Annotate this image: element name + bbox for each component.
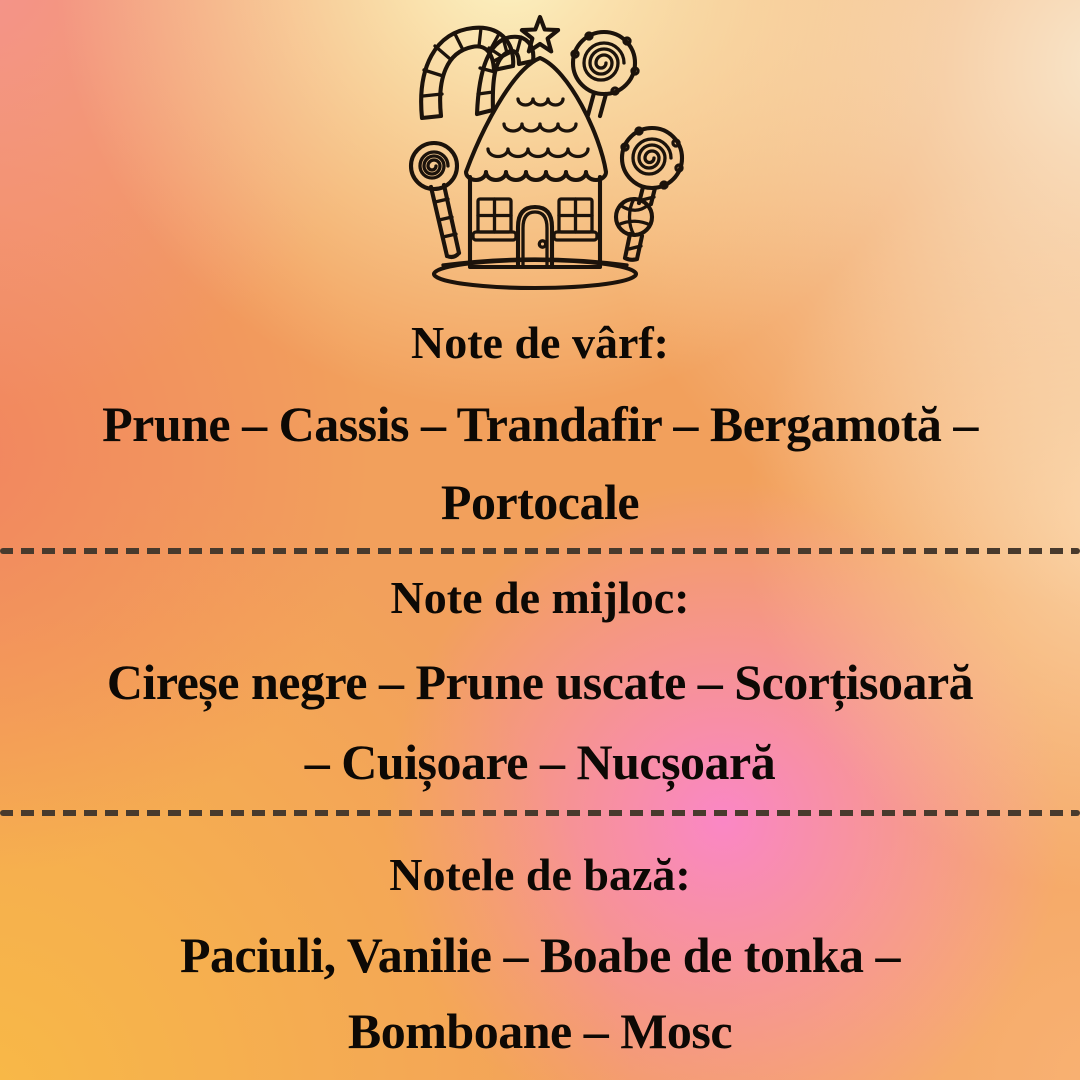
- roof-icon: [466, 58, 606, 180]
- base-notes-line-2: Bomboane – Mosc: [347, 1003, 733, 1059]
- wrapped-candy-icon: [616, 199, 652, 235]
- right-lollipop-icon: [622, 128, 682, 260]
- gingerbread-candy-house-illustration: [377, 6, 707, 306]
- top-notes-line-2: Portocale: [440, 474, 640, 530]
- candy-canes-icon: [421, 28, 533, 118]
- middle-notes-line-2: – Cuișoare – Nucșoară: [304, 734, 776, 790]
- ground-mound: [434, 259, 636, 288]
- left-lollipop-icon: [411, 143, 459, 257]
- base-notes-line-1: Paciuli, Vanilie – Boabe de tonka –: [179, 927, 901, 983]
- house-body: [470, 177, 600, 267]
- top-notes-line-1: Prune – Cassis – Trandafir – Bergamotă –: [102, 396, 978, 452]
- middle-notes-line-1: Cireșe negre – Prune uscate – Scorțisoară: [106, 654, 974, 710]
- dashed-divider-2: [0, 810, 1080, 816]
- middle-notes-heading: Note de mijloc:: [390, 572, 690, 623]
- base-notes-heading: Notele de bază:: [389, 849, 691, 900]
- dashed-divider-1: [0, 548, 1080, 554]
- top-notes-heading: Note de vârf:: [410, 317, 669, 368]
- star-icon: [522, 17, 558, 51]
